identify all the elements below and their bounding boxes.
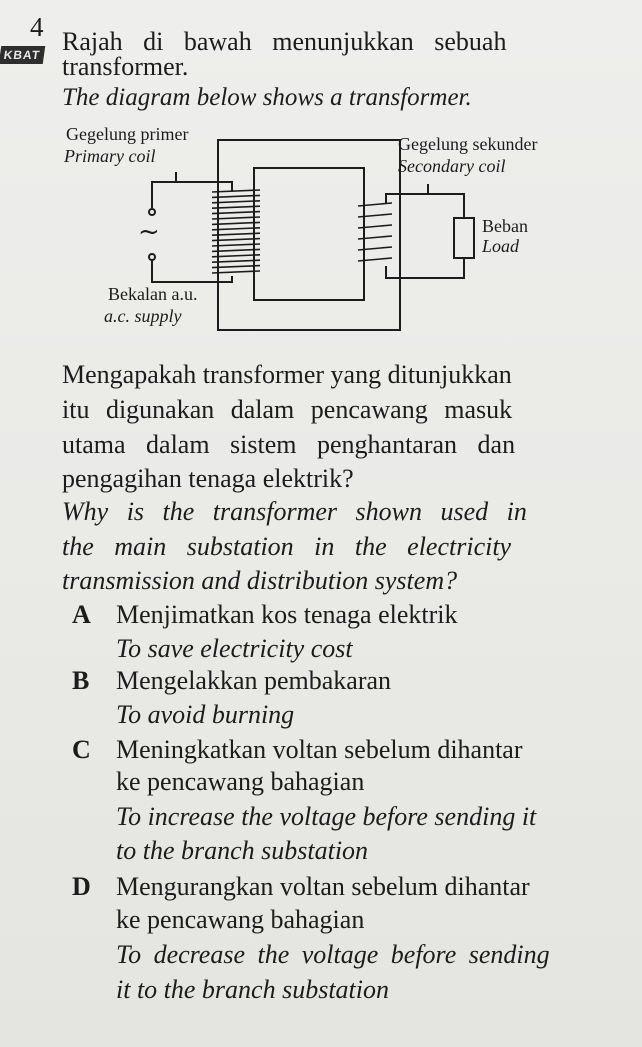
primary-lead-top [152,182,232,208]
transformer-drawing [56,120,576,340]
load-label-en: Load [482,236,520,256]
stem-ms-line-1 [62,360,584,390]
stem-en-line-2: the main substation in the electricity [62,532,512,561]
primary-coil-turn [212,255,260,257]
primary-coil-turn [212,233,260,235]
stem-en-line-1: Why is the transformer shown used in [62,497,527,526]
option-b-ms-text: Mengelakkan pembakaran [116,666,392,695]
option-d-en-1: To decrease the voltage before sending [116,940,550,969]
load-label-ms: Beban [482,216,528,236]
option-b-ms [72,666,391,696]
option-b-letter: B [72,666,90,695]
secondary-coil-label-en: Secondary coil [398,156,506,176]
primary-coil-label-ms: Gegelung primer [66,124,189,144]
primary-coil-turn [212,271,260,273]
kbat-badge: KBAT [0,46,45,64]
ac-supply-symbol: ~ [138,217,160,247]
primary-coil-turn [212,217,260,219]
stem-ms-text-3: utama dalam sistem penghantaran dan [62,430,516,459]
primary-coil-turn [212,212,260,214]
option-b-en: To avoid burning [116,700,295,729]
primary-coil-turn [212,266,260,268]
stem-ms-text-1: Mengapakah transformer yang ditunjukkan [62,360,512,389]
secondary-coil-label-ms: Gegelung sekunder [398,134,538,154]
primary-lead-bottom [152,260,232,282]
primary-coil-turn [212,195,260,197]
option-c-ms-1 [72,735,523,765]
question-number: 4 [30,12,44,42]
option-d-letter: D [72,872,91,901]
primary-coil-label-en: Primary coil [64,146,156,166]
intro-ms-line-2: transformer. [62,52,189,81]
option-a-en: To save electricity cost [116,634,353,663]
primary-coil-turn [212,260,260,262]
option-a-ms-text: Menjimatkan kos tenaga elektrik [116,600,458,629]
stem-en-line-3: transmission and distribution system? [62,566,458,595]
primary-coil-turn [212,190,260,192]
stem-ms-line-2 [62,395,584,425]
option-a-letter: A [72,600,91,629]
supply-label-en: a.c. supply [104,306,182,326]
option-a-ms [72,600,458,630]
option-c-ms-2: ke pencawang bahagian [116,767,365,796]
option-d-ms-2: ke pencawang bahagian [116,905,365,934]
primary-coil-turn [212,239,260,241]
primary-coil [212,190,260,273]
stem-ms-line-4: pengagihan tenaga elektrik? [62,464,354,493]
primary-coil-turn [212,249,260,251]
transformer-diagram [56,120,576,340]
stem-ms-line-3 [62,430,584,460]
option-c-en-1: To increase the voltage before sending it [116,802,537,831]
secondary-lead-top [386,194,464,218]
stem-ms-text-2: itu digunakan dalam pencawang masuk [62,395,513,424]
load-resistor [454,218,474,258]
option-d-en-2: it to the branch substation [116,975,389,1004]
option-c-letter: C [72,735,91,764]
primary-coil-turn [212,244,260,246]
supply-label-ms: Bekalan a.u. [108,284,198,304]
intro-en-line: The diagram below shows a transformer. [62,84,472,111]
iron-core-inner [254,168,364,300]
option-c-en-2: to the branch substation [116,836,369,865]
option-d-ms-text-1: Mengurangkan voltan sebelum dihantar [116,872,530,901]
primary-coil-turn [212,222,260,224]
primary-coil-turn [212,206,260,208]
primary-coil-turn [212,201,260,203]
option-c-ms-text-1: Meningkatkan voltan sebelum dihantar [116,735,523,764]
intro-ms-text-1: Rajah di bawah menunjukkan sebuah [62,27,507,56]
option-d-ms-1 [72,872,530,902]
secondary-lead-bottom [386,258,464,278]
primary-coil-turn [212,228,260,230]
